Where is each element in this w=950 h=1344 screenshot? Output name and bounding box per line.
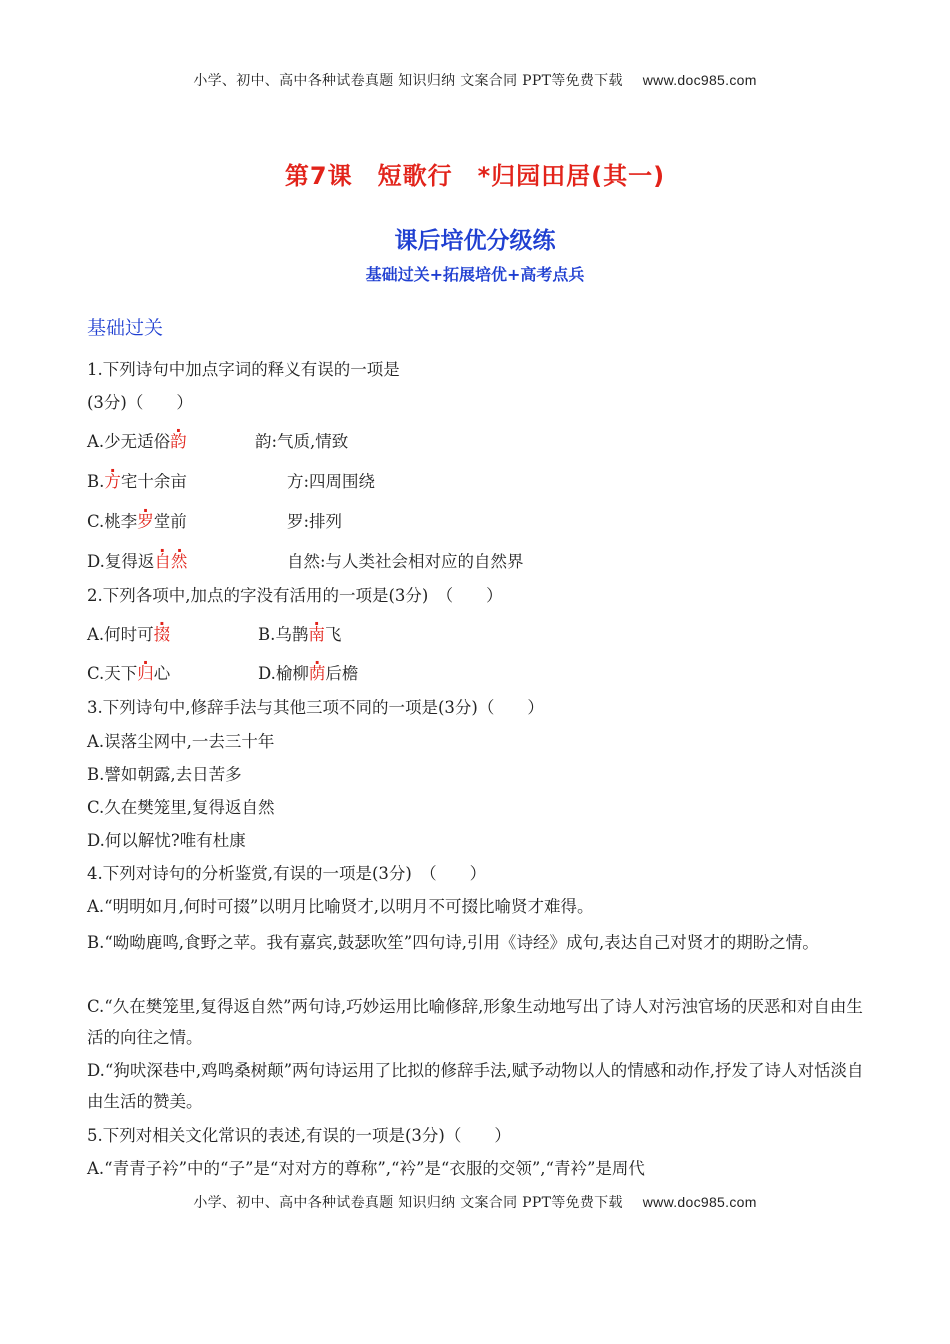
q2-b-suffix: 飞 — [324, 625, 342, 644]
q1-d-marked: · · 自然 — [154, 552, 187, 571]
q2-a-marked: 掇 — [153, 625, 171, 644]
lesson-title: 第7课 短歌行 *归园田居(其一) — [284, 162, 666, 190]
q2-c-marked: 归 — [137, 664, 154, 683]
q1-score: (3分)（ ） — [87, 393, 193, 412]
q1-c-gloss: 罗:排列 — [287, 512, 343, 531]
q1-d-text: D.复得返 — [87, 552, 155, 571]
q2-a-text: A.何时可 — [87, 625, 154, 644]
q4-stem: 4.下列对诗句的分析鉴赏,有误的一项是(3分) （ ） — [87, 864, 487, 883]
q1-stem: 1.下列诗句中加点字词的释义有误的一项是 — [87, 360, 400, 379]
q4-option-b: B.“呦呦鹿鸣,食野之苹。我有嘉宾,鼓瑟吹笙”四句诗,引用《诗经》成句,表达自己对贤才的期盼之情。 — [87, 933, 819, 952]
header-site-link[interactable]: www.doc985.com — [642, 72, 757, 88]
q2-option-d — [258, 662, 358, 686]
q1-a-text: A.少无适俗 — [87, 432, 171, 451]
q1-option-c — [87, 510, 343, 534]
q4-option-a: A.“明明如月,何时可掇”以明月比喻贤才,以明月不可掇比喻贤才难得。 — [87, 897, 594, 916]
q2-b-marked: 南 — [308, 625, 325, 644]
footer-site-link[interactable]: www.doc985.com — [642, 1194, 757, 1210]
q2-option-b — [258, 623, 341, 647]
q1-b-text: 宅十余亩 — [120, 472, 187, 491]
q1-a-marked: 韵 — [170, 432, 187, 451]
q2-c-text: C.天下 — [87, 664, 138, 683]
q3-stem: 3.下列诗句中,修辞手法与其他三项不同的一项是(3分)（ ） — [87, 698, 544, 717]
page-header — [0, 70, 950, 90]
q1-a-gloss: 韵:气质,情致 — [255, 432, 349, 451]
q2-b-text: B.乌鹊 — [258, 625, 309, 644]
section-heading: 基础过关 — [87, 317, 164, 339]
q5-option-a: A.“青青子衿”中的“子”是“对对方的尊称”,“衿”是“衣服的交领”,“青衿”是周代 — [87, 1159, 645, 1178]
exercise-levels: 基础过关+拓展培优+高考点兵 — [365, 265, 585, 284]
q1-c-marked: 罗 — [137, 512, 154, 531]
q2-options-cd — [87, 662, 359, 686]
page-footer — [0, 1192, 950, 1212]
q1-option-d — [87, 550, 524, 574]
exercise-subtitle: 课后培优分级练 — [394, 228, 556, 254]
q1-b-marked: 方 — [104, 472, 121, 491]
q5-stem: 5.下列对相关文化常识的表述,有误的一项是(3分)（ ） — [87, 1126, 511, 1145]
q1-b-gloss: 方:四周围绕 — [287, 472, 376, 491]
q2-d-text: D.榆柳 — [258, 664, 309, 683]
q3-option-a: A.误落尘网中,一去三十年 — [87, 732, 275, 751]
footer-text: 小学、初中、高中各种试卷真题 知识归纳 文案合同 PPT等免费下载 — [193, 1195, 623, 1211]
header-text: 小学、初中、高中各种试卷真题 知识归纳 文案合同 PPT等免费下载 — [193, 73, 623, 89]
q1-option-a — [87, 430, 349, 454]
q4-option-d: D.“狗吠深巷中,鸡鸣桑树颠”两句诗运用了比拟的修辞手法,赋予动物以人的情感和动作,抒发了诗人对恬淡自由生活的赞美。 — [87, 1061, 864, 1111]
q2-d-suffix: 后檐 — [325, 664, 359, 683]
q1-b-prefix: B. — [87, 472, 105, 491]
q2-options-ab — [87, 623, 342, 647]
q3-option-d: D.何以解忧?唯有杜康 — [87, 831, 246, 850]
q2-c-suffix: 心 — [153, 664, 171, 683]
q1-c-text: C.桃李 — [87, 512, 138, 531]
q3-option-b: B.譬如朝露,去日苦多 — [87, 765, 242, 784]
q3-option-c: C.久在樊笼里,复得返自然 — [87, 798, 275, 817]
q1-d-gloss: 自然:与人类社会相对应的自然界 — [287, 552, 524, 571]
q2-d-marked: 荫 — [308, 664, 326, 683]
q1-c-suffix: 堂前 — [153, 512, 187, 531]
q2-stem: 2.下列各项中,加点的字没有活用的一项是(3分) （ ） — [87, 586, 503, 605]
q4-option-c: C.“久在樊笼里,复得返自然”两句诗,巧妙运用比喻修辞,形象生动地写出了诗人对污浊官场的厌恶和对自由生活的向往之情。 — [87, 997, 863, 1047]
q1-option-b — [87, 470, 376, 494]
